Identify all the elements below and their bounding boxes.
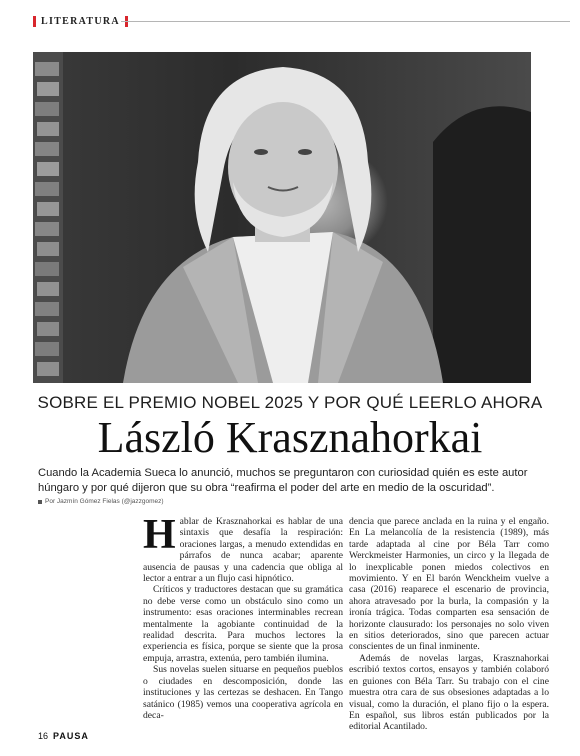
byline [38, 498, 164, 505]
body-column-1 [143, 512, 343, 721]
magazine-name: PAUSA [53, 731, 89, 741]
paragraph: dencia que parece anclada en la ruina y el engaño. En La melancolía de la resistencia (1989), más tarde adaptada al cine por Béla Tarr como Werckmeister Harmonies, un circo y la llegada de lo inexplicable ponen miedos colectivos en movimiento. Y en El barón Wenckheim vuelve a casa (2016) reaparece el escenario de provincia, ahora atravesado por la burla, la compasión y la ironía trágica. Todas comparten esa sensación de horizonte clausurado: los personajes no solo viven en sitios deteriorados, sino que parecen actuar conscientes de un final inminente. [349, 516, 549, 653]
byline-text: Por Jazmín Gómez Fielas (@jazzgomez) [45, 498, 164, 505]
section-tag [33, 14, 128, 28]
header-rule [121, 21, 570, 22]
page-number: 16 [38, 731, 49, 741]
article-title: László Krasznahorkai [97, 413, 483, 462]
paragraph: Críticos y traductores destacan que su gramática no debe verse como un obstáculo sino como un instrumento: esas oraciones interminables recrean mentalmente la agobiante continuidad de la realidad descrita. Para muchos lectores la experiencia es física, porque se siente que la prosa empuja, arrastra, extenúa, pero también ilumina. [143, 584, 343, 664]
author-photo [33, 52, 531, 383]
page-footer [38, 731, 89, 741]
paragraph: Sus novelas suelen situarse en pequeños pueblos o ciudades en descomposición, donde las instituciones y las certezas se deshacen. En Tango satánico (1985) vemos una cooperativa agrícola en deca- [143, 664, 343, 721]
section-tag-bar-left [33, 16, 36, 27]
body-column-2 [349, 516, 549, 733]
article-lead: Cuando la Academia Sueca lo anunció, muchos se preguntaron con curiosidad quién es este autor húngaro y por qué dijeron que su obra “reafirma el poder del arte en medio de la oscuridad”. [38, 467, 528, 494]
article-kicker: SOBRE EL PREMIO NOBEL 2025 Y POR QUÉ LEERLO AHORA [37, 393, 543, 412]
byline-square-icon [38, 500, 42, 504]
section-label: LITERATURA [41, 15, 120, 27]
author-photo-illustration [33, 52, 531, 383]
drop-cap: H [143, 512, 176, 558]
paragraph: Además de novelas largas, Krasznahorkai escribió textos cortos, ensayos y también colaboró en guiones con Béla Tarr. Su trabajo con el cine muestra otra cara de sus obsesiones adaptadas a lo visual, como la duración, el plano fijo o la espera. En español, sus libros están publicados por la editorial Acantilado. [349, 652, 549, 733]
paragraph: ablar de Krasznahorkai es hablar de una sintaxis que desafía la respiración: oraciones largas, a menudo extendidas en párrafos de nunca acabar; aparente ausencia de pausas y una cadencia que obliga al lector a entrar a un flujo casi hipnótico. [143, 516, 343, 585]
